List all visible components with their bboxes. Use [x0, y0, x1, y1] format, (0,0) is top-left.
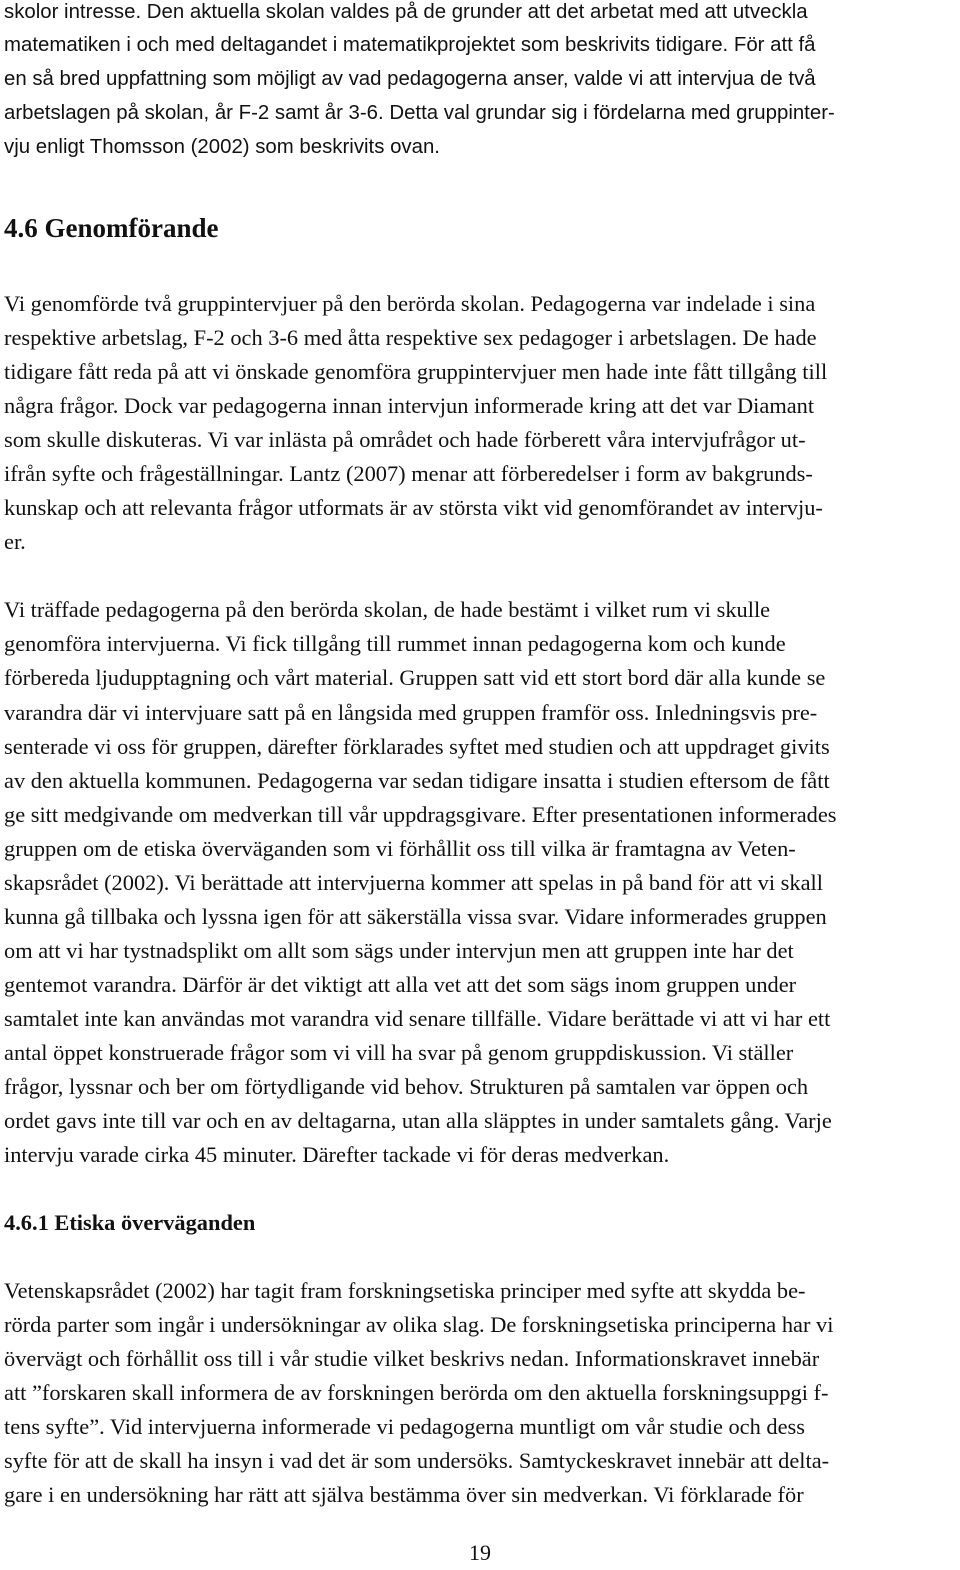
subsection-heading: 4.6.1 Etiska överväganden	[4, 1210, 256, 1235]
paragraph-line: tens syfte”. Vid intervjuerna informerade vi pedagogerna muntligt om vår studie och dess	[4, 1414, 805, 1439]
paragraph-line: frågor, lyssnar och ber om förtydligande vid behov. Strukturen på samtalen var öppen och	[4, 1074, 809, 1099]
paragraph-line: skapsrådet (2002). Vi berättade att intervjuerna kommer att spelas in på band för att vi skall	[4, 870, 823, 895]
paragraph-line: ifrån syfte och frågeställningar. Lantz (2007) menar att förberedelser i form av bakgrunds-	[4, 461, 813, 486]
paragraph-line: som skulle diskuteras. Vi var inlästa på området och hade förberett våra intervjufrågor ut-	[4, 427, 806, 452]
paragraph-line: er.	[4, 529, 26, 554]
paragraph-line: gruppen om de etiska överväganden som vi förhållit oss till vilka är framtagna av Veten-	[4, 836, 796, 861]
paragraph-line: några frågor. Dock var pedagogerna innan intervjun informerade kring att det var Diamant	[4, 393, 815, 418]
paragraph-line: av den aktuella kommunen. Pedagogerna var sedan tidigare insatta i studien eftersom de fått	[4, 768, 830, 793]
paragraph-line: kunskap och att relevanta frågor utformats är av största vikt vid genomförandet av intervju-	[4, 495, 823, 520]
paragraph-line: om att vi har tystnadsplikt om allt som sägs under intervjun men att gruppen inte har det	[4, 938, 794, 963]
intro-line: matematiken i och med deltagandet i matematikprojektet som beskrivits tidigare. För att få	[4, 34, 816, 56]
paragraph-line: Vi genomförde två gruppintervjuer på den berörda skolan. Pedagogerna var indelade i sina	[4, 291, 816, 316]
intro-line: arbetslagen på skolan, år F-2 samt år 3-6. Detta val grundar sig i fördelarna med gruppinter-	[4, 102, 835, 124]
paragraph-line: ge sitt medgivande om medverkan till vår uppdragsgivare. Efter presentationen informerades	[4, 802, 837, 827]
paragraph-line: kunna gå tillbaka och lyssna igen för att säkerställa vissa svar. Vidare informerades gruppen	[4, 904, 827, 929]
intro-line: skolor intresse. Den aktuella skolan valdes på de grunder att det arbetat med att utveckla	[4, 1, 808, 23]
paragraph-line: Vetenskapsrådet (2002) har tagit fram forskningsetiska principer med syfte att skydda be-	[4, 1278, 806, 1303]
paragraph-line: Vi träffade pedagogerna på den berörda skolan, de hade bestämt i vilket rum vi skulle	[4, 597, 771, 622]
paragraph-line: övervägt och förhållit oss till i vår studie vilket beskrivs nedan. Informationskravet innebär	[4, 1346, 820, 1371]
paragraph-line: förbereda ljudupptagning och vårt material. Gruppen satt vid ett stort bord där alla kunde se	[4, 665, 826, 690]
paragraph-line: varandra där vi intervjuare satt på en långsida med gruppen framför oss. Inledningsvis pre-	[4, 700, 818, 725]
paragraph-line: syfte för att de skall ha insyn i vad det är som undersöks. Samtyckeskravet innebär att delta-	[4, 1448, 830, 1473]
paragraph-line: tidigare fått reda på att vi önskade genomföra gruppintervjuer men hade inte fått tillgång till	[4, 359, 828, 384]
intro-line: vju enligt Thomsson (2002) som beskrivits ovan.	[4, 136, 440, 158]
intro-line: en så bred uppfattning som möjligt av vad pedagogerna anser, valde vi att intervjua de två	[4, 68, 816, 90]
paragraph-line: respektive arbetslag, F-2 och 3-6 med åtta respektive sex pedagoger i arbetslagen. De hade	[4, 325, 817, 350]
page-number: 19	[469, 1540, 491, 1565]
paragraph-line: intervju varade cirka 45 minuter. Därefter tackade vi för deras medverkan.	[4, 1142, 670, 1167]
paragraph-line: ordet gavs inte till var och en av deltagarna, utan alla släpptes in under samtalets gång. Varje	[4, 1108, 832, 1133]
paragraph-line: att ”forskaren skall informera de av forskningen berörda om den aktuella forskningsuppgi f-	[4, 1380, 829, 1405]
paragraph-line: antal öppet konstruerade frågor som vi vill ha svar på genom gruppdiskussion. Vi ställer	[4, 1040, 794, 1065]
paragraph-line: samtalet inte kan användas mot varandra vid senare tillfälle. Vidare berättade vi att vi har ett	[4, 1006, 831, 1031]
paragraph-line: senterade vi oss för gruppen, därefter förklarades syftet med studien och att uppdraget givits	[4, 734, 830, 759]
paragraph-line: gare i en undersökning har rätt att själva bestämma över sin medverkan. Vi förklarade för	[4, 1482, 804, 1507]
paragraph-line: rörda parter som ingår i undersökningar av olika slag. De forskningsetiska principerna har vi	[4, 1312, 834, 1337]
paragraph-line: genomföra intervjuerna. Vi fick tillgång till rummet innan pedagogerna kom och kunde	[4, 631, 786, 656]
paragraph-line: gentemot varandra. Därför är det viktigt att alla vet att det som sägs inom gruppen under	[4, 972, 797, 997]
section-heading: 4.6 Genomförande	[4, 213, 219, 243]
